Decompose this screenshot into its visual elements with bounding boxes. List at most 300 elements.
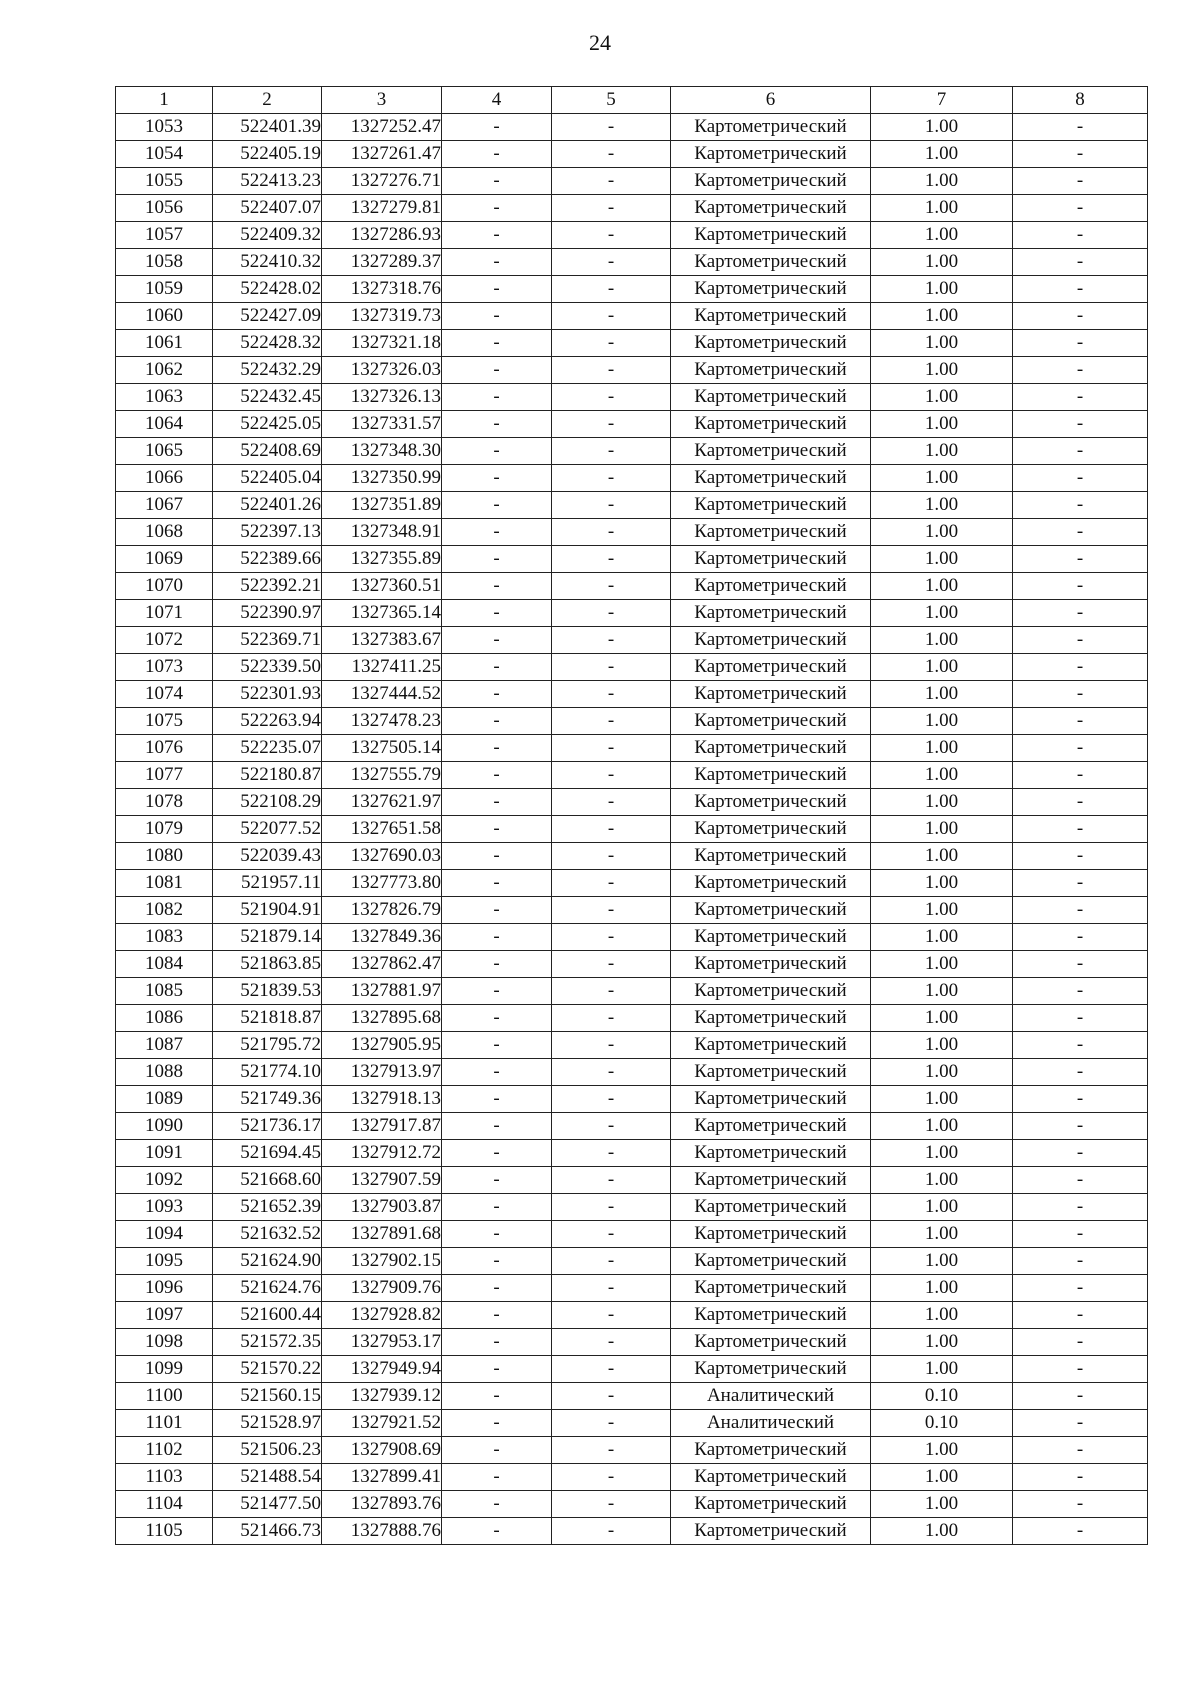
table-cell-col-7: 1.00: [871, 195, 1013, 222]
table-cell-col-4: -: [442, 924, 552, 951]
table-cell-col-8: -: [1013, 1005, 1148, 1032]
table-cell-col-4: -: [442, 546, 552, 573]
table-cell-col-7: 1.00: [871, 600, 1013, 627]
table-cell-col-6: Картометрический: [671, 222, 871, 249]
table-cell-col-4: -: [442, 465, 552, 492]
table-cell-col-6: Картометрический: [671, 1248, 871, 1275]
table-cell-col-7: 1.00: [871, 735, 1013, 762]
table-cell-col-6: Картометрический: [671, 1464, 871, 1491]
table-cell-col-6: Картометрический: [671, 1518, 871, 1545]
table-row: [116, 627, 1148, 654]
table-cell-col-2: 521572.35: [213, 1329, 322, 1356]
table-cell-col-2: 522039.43: [213, 843, 322, 870]
table-cell-col-8: -: [1013, 762, 1148, 789]
table-cell-col-3: 1327326.03: [322, 357, 442, 384]
table-row: [116, 1032, 1148, 1059]
table-cell-col-3: 1327917.87: [322, 1113, 442, 1140]
table-cell-col-2: 522180.87: [213, 762, 322, 789]
table-cell-col-5: -: [552, 1032, 671, 1059]
table-cell-col-1: 1058: [116, 249, 213, 276]
table-cell-col-3: 1327918.13: [322, 1086, 442, 1113]
table-cell-col-3: 1327651.58: [322, 816, 442, 843]
table-cell-col-5: -: [552, 384, 671, 411]
table-cell-col-4: -: [442, 1059, 552, 1086]
table-cell-col-5: -: [552, 465, 671, 492]
table-cell-col-1: 1063: [116, 384, 213, 411]
table-row: [116, 492, 1148, 519]
table-cell-col-6: Картометрический: [671, 330, 871, 357]
table-cell-col-3: 1327350.99: [322, 465, 442, 492]
table-cell-col-5: -: [552, 654, 671, 681]
table-cell-col-7: 1.00: [871, 438, 1013, 465]
table-cell-col-8: -: [1013, 600, 1148, 627]
table-cell-col-4: -: [442, 735, 552, 762]
table-cell-col-2: 522410.32: [213, 249, 322, 276]
table-cell-col-7: 1.00: [871, 897, 1013, 924]
table-cell-col-8: -: [1013, 411, 1148, 438]
table-cell-col-3: 1327621.97: [322, 789, 442, 816]
table-cell-col-8: -: [1013, 1329, 1148, 1356]
table-cell-col-3: 1327365.14: [322, 600, 442, 627]
table-cell-col-6: Картометрический: [671, 1140, 871, 1167]
table-row: [116, 330, 1148, 357]
header-row: [116, 87, 1148, 114]
table-row: [116, 681, 1148, 708]
table-cell-col-6: Картометрический: [671, 924, 871, 951]
table-cell-col-4: -: [442, 762, 552, 789]
table-cell-col-1: 1101: [116, 1410, 213, 1437]
table-cell-col-5: -: [552, 195, 671, 222]
table-cell-col-7: 1.00: [871, 951, 1013, 978]
table-cell-col-2: 522263.94: [213, 708, 322, 735]
table-cell-col-1: 1094: [116, 1221, 213, 1248]
table-cell-col-8: -: [1013, 222, 1148, 249]
table-cell-col-1: 1088: [116, 1059, 213, 1086]
table-cell-col-7: 1.00: [871, 1194, 1013, 1221]
table-cell-col-8: -: [1013, 1167, 1148, 1194]
table-cell-col-4: -: [442, 1329, 552, 1356]
table-cell-col-4: -: [442, 411, 552, 438]
table-row: [116, 168, 1148, 195]
table-cell-col-6: Картометрический: [671, 735, 871, 762]
table-cell-col-6: Картометрический: [671, 384, 871, 411]
table-cell-col-8: -: [1013, 1410, 1148, 1437]
table-cell-col-4: -: [442, 1518, 552, 1545]
table-row: [116, 924, 1148, 951]
table-cell-col-8: -: [1013, 492, 1148, 519]
table-cell-col-6: Картометрический: [671, 870, 871, 897]
table-cell-col-3: 1327383.67: [322, 627, 442, 654]
table-cell-col-5: -: [552, 438, 671, 465]
table-cell-col-4: -: [442, 519, 552, 546]
table-cell-col-3: 1327881.97: [322, 978, 442, 1005]
table-cell-col-5: -: [552, 1194, 671, 1221]
table-cell-col-3: 1327921.52: [322, 1410, 442, 1437]
table-cell-col-6: Картометрический: [671, 1167, 871, 1194]
table-cell-col-7: 1.00: [871, 870, 1013, 897]
table-cell-col-7: 1.00: [871, 303, 1013, 330]
table-cell-col-3: 1327899.41: [322, 1464, 442, 1491]
table-cell-col-2: 522301.93: [213, 681, 322, 708]
table-cell-col-2: 521879.14: [213, 924, 322, 951]
table-cell-col-8: -: [1013, 1437, 1148, 1464]
table-cell-col-8: -: [1013, 519, 1148, 546]
table-cell-col-3: 1327360.51: [322, 573, 442, 600]
table-cell-col-8: -: [1013, 1032, 1148, 1059]
table-cell-col-7: 0.10: [871, 1383, 1013, 1410]
table-cell-col-1: 1097: [116, 1302, 213, 1329]
table-cell-col-6: Картометрический: [671, 627, 871, 654]
table-cell-col-4: -: [442, 789, 552, 816]
table-cell-col-5: -: [552, 1167, 671, 1194]
table-row: [116, 141, 1148, 168]
table-cell-col-4: -: [442, 1194, 552, 1221]
table-cell-col-8: -: [1013, 249, 1148, 276]
table-cell-col-3: 1327939.12: [322, 1383, 442, 1410]
table-cell-col-8: -: [1013, 573, 1148, 600]
table-cell-col-1: 1077: [116, 762, 213, 789]
table-cell-col-8: -: [1013, 195, 1148, 222]
table-cell-col-1: 1103: [116, 1464, 213, 1491]
table-cell-col-2: 522413.23: [213, 168, 322, 195]
table-cell-col-5: -: [552, 735, 671, 762]
table-cell-col-4: -: [442, 1221, 552, 1248]
table-cell-col-2: 522389.66: [213, 546, 322, 573]
table-cell-col-3: 1327912.72: [322, 1140, 442, 1167]
table-cell-col-1: 1055: [116, 168, 213, 195]
table-cell-col-6: Картометрический: [671, 843, 871, 870]
table-cell-col-7: 1.00: [871, 1086, 1013, 1113]
table-cell-col-5: -: [552, 1437, 671, 1464]
table-cell-col-8: -: [1013, 1275, 1148, 1302]
table-cell-col-7: 1.00: [871, 492, 1013, 519]
table-row: [116, 1464, 1148, 1491]
table-cell-col-4: -: [442, 438, 552, 465]
table-cell-col-3: 1327318.76: [322, 276, 442, 303]
table-cell-col-2: 522428.02: [213, 276, 322, 303]
table-cell-col-4: -: [442, 1113, 552, 1140]
table-cell-col-8: -: [1013, 1086, 1148, 1113]
table-cell-col-5: -: [552, 1356, 671, 1383]
table-cell-col-8: -: [1013, 384, 1148, 411]
table-row: [116, 897, 1148, 924]
table-cell-col-6: Картометрический: [671, 1302, 871, 1329]
table-cell-col-7: 1.00: [871, 762, 1013, 789]
table-cell-col-2: 521528.97: [213, 1410, 322, 1437]
table-row: [116, 1167, 1148, 1194]
table-cell-col-3: 1327905.95: [322, 1032, 442, 1059]
table-cell-col-8: -: [1013, 1194, 1148, 1221]
table-cell-col-5: -: [552, 303, 671, 330]
table-cell-col-8: -: [1013, 1221, 1148, 1248]
table-cell-col-6: Картометрический: [671, 789, 871, 816]
table-row: [116, 870, 1148, 897]
table-cell-col-1: 1066: [116, 465, 213, 492]
table-cell-col-5: -: [552, 1059, 671, 1086]
table-cell-col-7: 1.00: [871, 1032, 1013, 1059]
table-cell-col-2: 522108.29: [213, 789, 322, 816]
table-cell-col-8: -: [1013, 1464, 1148, 1491]
table-cell-col-8: -: [1013, 168, 1148, 195]
table-cell-col-8: -: [1013, 546, 1148, 573]
table-cell-col-4: -: [442, 654, 552, 681]
table-cell-col-2: 521694.45: [213, 1140, 322, 1167]
table-cell-col-2: 522077.52: [213, 816, 322, 843]
table-cell-col-3: 1327355.89: [322, 546, 442, 573]
page-number: 24: [589, 30, 611, 55]
table-cell-col-7: 1.00: [871, 114, 1013, 141]
table-cell-col-4: -: [442, 1167, 552, 1194]
table-cell-col-2: 522390.97: [213, 600, 322, 627]
table-cell-col-5: -: [552, 519, 671, 546]
table-cell-col-1: 1059: [116, 276, 213, 303]
table-cell-col-7: 1.00: [871, 1248, 1013, 1275]
table-cell-col-1: 1054: [116, 141, 213, 168]
table-cell-col-1: 1068: [116, 519, 213, 546]
table-row: [116, 735, 1148, 762]
table-cell-col-1: 1091: [116, 1140, 213, 1167]
table-cell-col-8: -: [1013, 627, 1148, 654]
table-cell-col-3: 1327276.71: [322, 168, 442, 195]
table-cell-col-2: 522397.13: [213, 519, 322, 546]
table-cell-col-6: Картометрический: [671, 1032, 871, 1059]
table-cell-col-4: -: [442, 357, 552, 384]
table-cell-col-1: 1098: [116, 1329, 213, 1356]
table-cell-col-6: Картометрический: [671, 681, 871, 708]
table-cell-col-7: 1.00: [871, 330, 1013, 357]
table-cell-col-5: -: [552, 357, 671, 384]
table-cell-col-3: 1327826.79: [322, 897, 442, 924]
table-cell-col-7: 1.00: [871, 1491, 1013, 1518]
table-cell-col-7: 1.00: [871, 384, 1013, 411]
table-cell-col-6: Картометрический: [671, 303, 871, 330]
table-row: [116, 573, 1148, 600]
table-cell-col-7: 0.10: [871, 1410, 1013, 1437]
table-cell-col-4: -: [442, 1437, 552, 1464]
table-cell-col-1: 1062: [116, 357, 213, 384]
table-cell-col-3: 1327907.59: [322, 1167, 442, 1194]
table-cell-col-8: -: [1013, 843, 1148, 870]
table-cell-col-1: 1057: [116, 222, 213, 249]
table-cell-col-5: -: [552, 573, 671, 600]
table-cell-col-6: Картометрический: [671, 492, 871, 519]
table-cell-col-2: 522405.04: [213, 465, 322, 492]
table-row: [116, 1437, 1148, 1464]
table-cell-col-2: 522339.50: [213, 654, 322, 681]
table-cell-col-1: 1080: [116, 843, 213, 870]
table-cell-col-3: 1327348.91: [322, 519, 442, 546]
table-cell-col-7: 1.00: [871, 627, 1013, 654]
table-cell-col-6: Картометрический: [671, 951, 871, 978]
table-cell-col-2: 521795.72: [213, 1032, 322, 1059]
table-cell-col-3: 1327411.25: [322, 654, 442, 681]
table-cell-col-8: -: [1013, 708, 1148, 735]
table-cell-col-5: -: [552, 708, 671, 735]
table-row: [116, 1005, 1148, 1032]
table-cell-col-2: 521863.85: [213, 951, 322, 978]
table-cell-col-5: -: [552, 114, 671, 141]
table-cell-col-8: -: [1013, 978, 1148, 1005]
table-cell-col-3: 1327903.87: [322, 1194, 442, 1221]
table-cell-col-8: -: [1013, 1356, 1148, 1383]
table-cell-col-1: 1067: [116, 492, 213, 519]
table-cell-col-5: -: [552, 1302, 671, 1329]
table-cell-col-5: -: [552, 978, 671, 1005]
table-cell-col-3: 1327319.73: [322, 303, 442, 330]
table-body: [116, 114, 1148, 1545]
table-cell-col-3: 1327351.89: [322, 492, 442, 519]
table-cell-col-4: -: [442, 627, 552, 654]
table-cell-col-4: -: [442, 1356, 552, 1383]
table-cell-col-1: 1105: [116, 1518, 213, 1545]
table-cell-col-4: -: [442, 114, 552, 141]
table-cell-col-7: 1.00: [871, 1464, 1013, 1491]
table-cell-col-4: -: [442, 1464, 552, 1491]
table-cell-col-4: -: [442, 222, 552, 249]
table-cell-col-6: Картометрический: [671, 1221, 871, 1248]
table-cell-col-2: 521488.54: [213, 1464, 322, 1491]
table-cell-col-4: -: [442, 1032, 552, 1059]
table-cell-col-7: 1.00: [871, 816, 1013, 843]
table-cell-col-1: 1053: [116, 114, 213, 141]
table-cell-col-4: -: [442, 1302, 552, 1329]
table-cell-col-5: -: [552, 762, 671, 789]
table-cell-col-6: Картометрический: [671, 708, 871, 735]
table-cell-col-3: 1327949.94: [322, 1356, 442, 1383]
table-cell-col-2: 521957.11: [213, 870, 322, 897]
table-cell-col-4: -: [442, 492, 552, 519]
table-row: [116, 1491, 1148, 1518]
table-cell-col-7: 1.00: [871, 1329, 1013, 1356]
table-cell-col-3: 1327773.80: [322, 870, 442, 897]
table-cell-col-7: 1.00: [871, 141, 1013, 168]
table-row: [116, 1302, 1148, 1329]
table-cell-col-5: -: [552, 924, 671, 951]
column-header-8: 8: [1013, 87, 1148, 114]
table-cell-col-8: -: [1013, 1491, 1148, 1518]
table-cell-col-3: 1327444.52: [322, 681, 442, 708]
table-cell-col-2: 522428.32: [213, 330, 322, 357]
table-cell-col-3: 1327252.47: [322, 114, 442, 141]
table-cell-col-3: 1327895.68: [322, 1005, 442, 1032]
table-row: [116, 438, 1148, 465]
table-cell-col-1: 1095: [116, 1248, 213, 1275]
table-cell-col-2: 522369.71: [213, 627, 322, 654]
table-cell-col-6: Картометрический: [671, 762, 871, 789]
table-cell-col-2: 522425.05: [213, 411, 322, 438]
table-cell-col-1: 1081: [116, 870, 213, 897]
table-row: [116, 195, 1148, 222]
table-cell-col-2: 521506.23: [213, 1437, 322, 1464]
table-cell-col-8: -: [1013, 114, 1148, 141]
table-cell-col-4: -: [442, 330, 552, 357]
table-cell-col-1: 1060: [116, 303, 213, 330]
table-cell-col-3: 1327286.93: [322, 222, 442, 249]
table-cell-col-4: -: [442, 141, 552, 168]
table-cell-col-5: -: [552, 897, 671, 924]
column-header-2: 2: [213, 87, 322, 114]
table-cell-col-3: 1327690.03: [322, 843, 442, 870]
table-cell-col-2: 522432.45: [213, 384, 322, 411]
table-cell-col-7: 1.00: [871, 843, 1013, 870]
table-cell-col-4: -: [442, 1275, 552, 1302]
table-cell-col-3: 1327893.76: [322, 1491, 442, 1518]
table-cell-col-3: 1327953.17: [322, 1329, 442, 1356]
table-cell-col-2: 521466.73: [213, 1518, 322, 1545]
table-cell-col-1: 1079: [116, 816, 213, 843]
table-row: [116, 1140, 1148, 1167]
table-cell-col-1: 1073: [116, 654, 213, 681]
table-cell-col-7: 1.00: [871, 168, 1013, 195]
table-cell-col-8: -: [1013, 681, 1148, 708]
table-cell-col-5: -: [552, 627, 671, 654]
table-cell-col-6: Аналитический: [671, 1410, 871, 1437]
table-cell-col-1: 1085: [116, 978, 213, 1005]
table-cell-col-1: 1096: [116, 1275, 213, 1302]
table-cell-col-2: 521904.91: [213, 897, 322, 924]
table-cell-col-3: 1327909.76: [322, 1275, 442, 1302]
table-row: [116, 303, 1148, 330]
table-cell-col-8: -: [1013, 1059, 1148, 1086]
table-cell-col-7: 1.00: [871, 1140, 1013, 1167]
table-cell-col-8: -: [1013, 357, 1148, 384]
table-cell-col-1: 1083: [116, 924, 213, 951]
table-cell-col-3: 1327478.23: [322, 708, 442, 735]
table-cell-col-6: Картометрический: [671, 816, 871, 843]
column-header-5: 5: [552, 87, 671, 114]
table-cell-col-4: -: [442, 978, 552, 1005]
table-cell-col-5: -: [552, 330, 671, 357]
table-cell-col-6: Картометрический: [671, 1059, 871, 1086]
table-cell-col-6: Аналитический: [671, 1383, 871, 1410]
table-cell-col-1: 1075: [116, 708, 213, 735]
table-cell-col-1: 1084: [116, 951, 213, 978]
table-row: [116, 843, 1148, 870]
table-cell-col-5: -: [552, 1140, 671, 1167]
table-cell-col-2: 522408.69: [213, 438, 322, 465]
table-cell-col-2: 521477.50: [213, 1491, 322, 1518]
table-cell-col-5: -: [552, 249, 671, 276]
table-cell-col-8: -: [1013, 276, 1148, 303]
table-cell-col-5: -: [552, 276, 671, 303]
table-cell-col-2: 521839.53: [213, 978, 322, 1005]
table-cell-col-3: 1327321.18: [322, 330, 442, 357]
table-cell-col-4: -: [442, 951, 552, 978]
table-cell-col-4: -: [442, 708, 552, 735]
table-cell-col-4: -: [442, 1491, 552, 1518]
table-cell-col-5: -: [552, 222, 671, 249]
table-row: [116, 1356, 1148, 1383]
table-row: [116, 1518, 1148, 1545]
table-cell-col-5: -: [552, 1329, 671, 1356]
table-cell-col-2: 522405.19: [213, 141, 322, 168]
table-cell-col-1: 1087: [116, 1032, 213, 1059]
table-cell-col-5: -: [552, 492, 671, 519]
table-cell-col-6: Картометрический: [671, 1194, 871, 1221]
table-cell-col-2: 521624.90: [213, 1248, 322, 1275]
table-cell-col-4: -: [442, 1140, 552, 1167]
table-row: [116, 546, 1148, 573]
column-header-6: 6: [671, 87, 871, 114]
table-cell-col-6: Картометрический: [671, 438, 871, 465]
table-row: [116, 411, 1148, 438]
table-cell-col-3: 1327928.82: [322, 1302, 442, 1329]
table-cell-col-5: -: [552, 1275, 671, 1302]
table-cell-col-2: 521774.10: [213, 1059, 322, 1086]
table-cell-col-2: 521624.76: [213, 1275, 322, 1302]
table-cell-col-8: -: [1013, 465, 1148, 492]
table-cell-col-4: -: [442, 816, 552, 843]
